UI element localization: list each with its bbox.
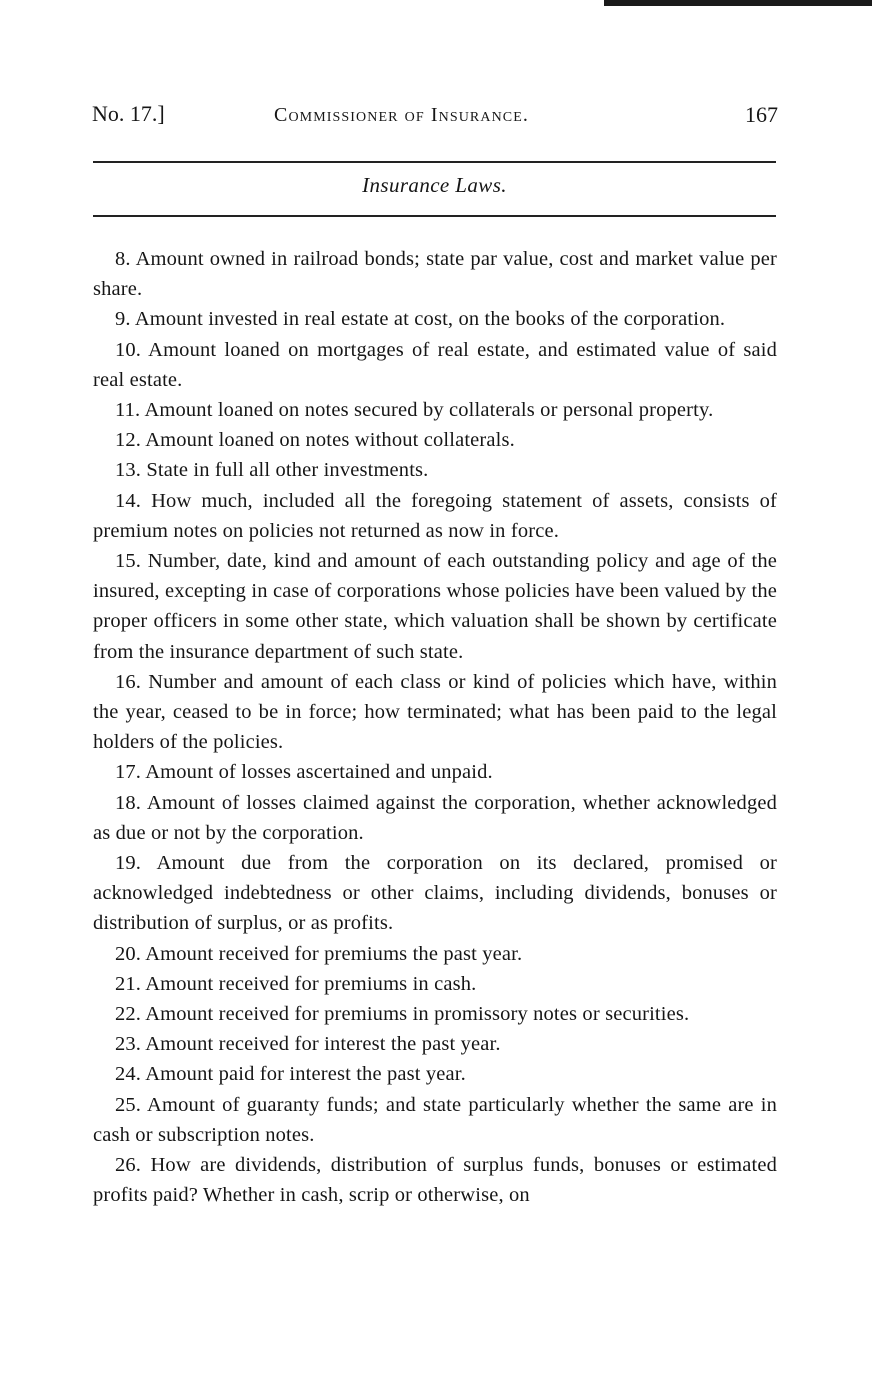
paragraph-item-21: 21. Amount received for premiums in cash. bbox=[115, 972, 477, 995]
scan-edge-mark bbox=[604, 0, 872, 6]
paragraph-item-17: 17. Amount of losses ascertained and unpaid. bbox=[115, 761, 493, 784]
paragraph-item-15: 15. Number, date, kind and amount of each outstanding policy and age of the insured, excepting in case of corporations whose policies have been valued by the proper officers in some other state, which valuation shall be shown by certificate from the insurance department of such state. bbox=[93, 550, 777, 663]
paragraph-item-12: 12. Amount loaned on notes without collaterals. bbox=[115, 429, 515, 452]
paragraph-item-23: 23. Amount received for interest the past year. bbox=[115, 1033, 501, 1056]
paragraph-item-25: 25. Amount of guaranty funds; and state particularly whether the same are in cash or subscription notes. bbox=[93, 1093, 777, 1146]
header-rule-top bbox=[93, 161, 776, 163]
paragraph-item-9: 9. Amount invested in real estate at cost, on the books of the corporation. bbox=[115, 308, 726, 331]
header-rule-bottom bbox=[93, 215, 776, 217]
paragraph-item-24: 24. Amount paid for interest the past year. bbox=[115, 1063, 466, 1086]
paragraph-item-10: 10. Amount loaned on mortgages of real estate, and estimated value of said real estate. bbox=[93, 338, 777, 391]
paragraph-item-19: 19. Amount due from the corporation on its declared, promised or acknowledged indebtedness or other claims, including dividends, bonuses or distribution of surplus, or as profits. bbox=[93, 852, 777, 935]
paragraph-item-26: 26. How are dividends, distribution of surplus funds, bonuses or estimated profits paid? Whether in cash, scrip or otherwise, on bbox=[93, 1154, 777, 1207]
paragraph-item-13: 13. State in full all other investments. bbox=[115, 459, 429, 482]
paragraph-item-18: 18. Amount of losses claimed against the corporation, whether acknowledged as due or not by the corporation. bbox=[93, 791, 777, 844]
body-text bbox=[93, 244, 777, 1211]
paragraph-item-8: 8. Amount owned in railroad bonds; state par value, cost and market value per share. bbox=[93, 248, 777, 301]
paragraph-item-16: 16. Number and amount of each class or kind of policies which have, within the year, ceased to be in force; how terminated; what has been paid to the legal holders of the policies. bbox=[93, 670, 777, 754]
header-title: Commissioner of Insurance. bbox=[274, 104, 529, 126]
running-header bbox=[92, 101, 778, 135]
page-number: 167 bbox=[745, 102, 778, 127]
header-number: No. 17.] bbox=[92, 101, 165, 126]
section-title: Insurance Laws. bbox=[362, 173, 507, 197]
paragraph-item-20: 20. Amount received for premiums the past year. bbox=[115, 942, 523, 965]
paragraph-item-11: 11. Amount loaned on notes secured by collaterals or personal property. bbox=[115, 399, 714, 422]
paragraph-item-22: 22. Amount received for premiums in promissory notes or securities. bbox=[115, 1003, 690, 1026]
paragraph-item-14: 14. How much, included all the foregoing statement of assets, consists of premium notes on policies not returned as now in force. bbox=[93, 489, 777, 542]
